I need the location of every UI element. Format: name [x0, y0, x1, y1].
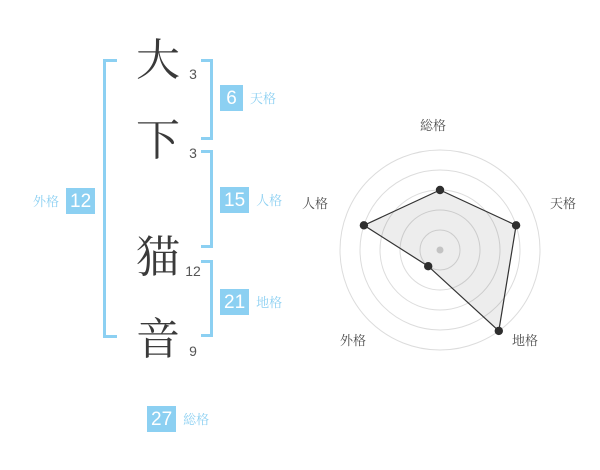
- radar-point-2: [495, 327, 503, 335]
- name-char-3: 猫: [136, 233, 180, 282]
- radar-center-dot: [437, 247, 444, 254]
- name-char-2: 下: [136, 116, 180, 165]
- chikaku-group: [220, 289, 282, 315]
- chikaku-label: 地格: [256, 294, 283, 310]
- radar-point-4: [360, 221, 368, 229]
- radar-point-3: [424, 262, 432, 270]
- tenkaku-group: [220, 85, 276, 111]
- gaikaku-value-badge: 12: [66, 188, 95, 214]
- tenkaku-value-badge: 6: [220, 85, 243, 111]
- soukaku-value-badge: 27: [147, 406, 176, 432]
- stroke-count-2: 3: [189, 145, 197, 161]
- gaikaku-bracket: [103, 59, 117, 338]
- radar-axis-label-2: 地格: [512, 333, 539, 348]
- gaikaku-group: [33, 188, 95, 214]
- tenkaku-label: 天格: [250, 90, 277, 106]
- radar-chart: [300, 105, 580, 395]
- soukaku-group: [147, 406, 209, 432]
- stroke-count-3: 12: [185, 263, 201, 279]
- radar-point-1: [512, 221, 520, 229]
- jinkaku-value-badge: 15: [220, 187, 249, 213]
- soukaku-label: 総格: [183, 411, 210, 427]
- gaikaku-label: 外格: [33, 193, 60, 209]
- radar-axis-label-1: 天格: [550, 196, 577, 211]
- name-char-1: 大: [136, 36, 180, 85]
- name-char-4: 音: [136, 315, 180, 364]
- radar-axis-label-0: 総格: [419, 118, 447, 133]
- radar-point-0: [436, 186, 444, 194]
- stroke-count-1: 3: [189, 66, 197, 82]
- stroke-count-4: 9: [189, 343, 197, 359]
- radar-axis-label-4: 人格: [301, 196, 328, 211]
- jinkaku-bracket: [201, 150, 213, 248]
- jinkaku-group: [220, 187, 282, 213]
- radar-axis-label-3: 外格: [340, 333, 367, 348]
- chikaku-value-badge: 21: [220, 289, 249, 315]
- jinkaku-label: 人格: [256, 192, 283, 208]
